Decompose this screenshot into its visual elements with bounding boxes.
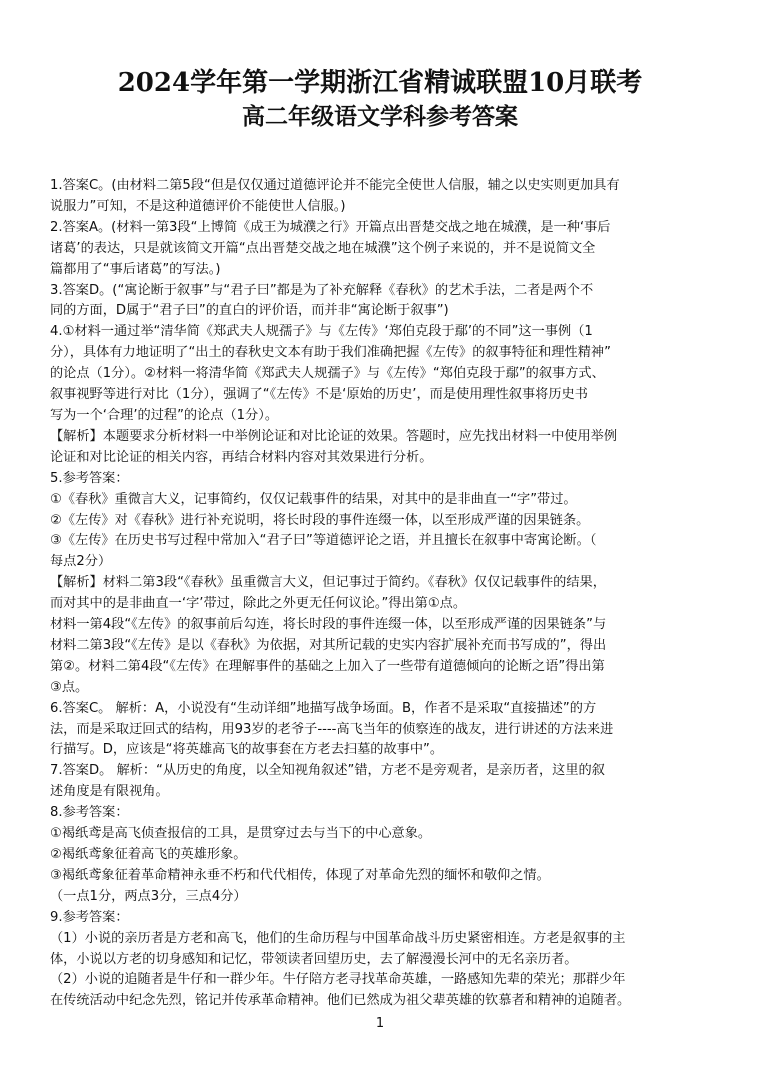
text-line: ②《左传》对《春秋》进行补充说明，将长时段的事件连缀一体，以至形成严谨的因果链条。 (50, 512, 590, 528)
text-line: 【解析】本题要求分析材料一中举例论证和对比论证的效果。答题时，应先找出材料一中使用举例 (50, 428, 618, 444)
text-line: 体，小说以方老的切身感知和记忆，带领读者回望历史，去了解漫漫长河中的无名亲历者。 (50, 951, 578, 967)
document-title: 2024学年第一学期浙江省精诚联盟10月联考 (117, 68, 643, 98)
text-line: （1）小说的亲历者是方老和高飞，他们的生命历程与中国革命战斗历史紧密相连。方老是叙事的主 (50, 930, 626, 946)
text-line: 行描写。D，应该是“将英雄高飞的故事套在方老去扫墓的故事中”。 (50, 742, 444, 758)
text-line: 材料二第3段“《左传》是以《春秋》为依据，对其所记载的史实内容扩展补充而书写成的”，得出 (50, 637, 607, 653)
text-line: 2.答案A。(材料一第3段“上博简《成王为城濮之行》开篇点出晋楚交战之地在城濮，是一种‘事后 (50, 219, 611, 235)
text-line: 说服力”可知，不是这种道德评价不能使世人信服。) (50, 198, 346, 214)
text-line: 篇都用了“事后诸葛”的写法。) (50, 261, 221, 277)
text-line: 5.参考答案： (50, 470, 129, 486)
text-line: 而对其中的是非曲直一‘字’带过，除此之外更无任何议论。”得出第①点。 (50, 596, 467, 612)
text-line: ①《春秋》重微言大义，记事简约，仅仅记载事件的结果，对其中的是非曲直一“字”带过。 (50, 491, 577, 507)
text-line: 8.参考答案： (50, 805, 129, 821)
text-line: 3.答案D。(“寓论断于叙事”与“君子曰”都是为了补充解释《春秋》的艺术手法，二者是两个不 (50, 282, 594, 298)
text-line: ①褐纸鸢是高飞侦查报信的工具，是贯穿过去与当下的中心意象。 (50, 826, 432, 842)
text-line: 分），具体有力地证明了“出土的春秋史文本有助于我们准确把握《左传》的叙事特征和理性精神” (50, 345, 611, 361)
text-line: （一点1分，两点3分，三点4分） (50, 888, 247, 904)
text-line: 在传统活动中纪念先烈，铭记并传承革命精神。他们已然成为祖父辈英雄的钦慕者和精神的追随者。 (50, 993, 631, 1009)
text-line: ②褐纸鸢象征着高飞的英雄形象。 (50, 847, 247, 862)
text-line: 材料一第4段“《左传》的叙事前后勾连，将长时段的事件连缀一体，以至形成严谨的因果链条”与 (50, 617, 607, 633)
text-line: 写为一个‘合理’的过程”的论点（1分）。 (50, 407, 279, 423)
text-line: （2）小说的追随者是牛仔和一群少年。牛仔陪方老寻找革命英雄，一路感知先辈的荣光；那群少年 (50, 972, 626, 988)
text-line: 6.答案C。 解析：A，小说没有“生动详细”地描写战争场面。B，作者不是采取“直接描述”的方 (50, 700, 597, 716)
text-line: ③《左传》在历史书写过程中常加入“君子曰”等道德评论之语，并且擅长在叙事中寄寓论断。（ (50, 533, 597, 549)
text-line: 每点2分） (50, 554, 112, 570)
text-line: 的论点（1分）。②材料一将清华简《郑武夫人规孺子》与《左传》“郑伯克段于鄢”的叙事方式、 (50, 366, 605, 382)
text-line: ③褐纸鸢象征着革命精神永垂不朽和代代相传，体现了对革命先烈的缅怀和敬仰之情。 (50, 867, 550, 883)
page-number: 1 (375, 1016, 385, 1031)
text-line: 4.①材料一通过举“清华简《郑武夫人规孺子》与《左传》‘郑伯克段于鄢’的不同”这一事例（1 (50, 324, 593, 340)
text-line: 第②。材料二第4段“《左传》在理解事件的基础之上加入了一些带有道德倾向的论断之语”得出第 (50, 658, 605, 674)
text-line: 叙事视野等进行对比（1分），强调了“《左传》不是‘原始的历史’，而是使用理性叙事将历史书 (50, 387, 588, 403)
text-line: 论证和对比论证的相关内容，再结合材料内容对其效果进行分析。 (50, 449, 433, 465)
answer-content (50, 176, 714, 1012)
text-line: 法，而是采取迂回式的结构，用93岁的老爷子----高飞当年的侦察连的战友，进行讲述的方法来进 (50, 721, 614, 737)
text-line: 【解析】材料二第3段“《春秋》虽重微言大义，但记事过于简约。《春秋》仅仅记载事件的结果， (50, 575, 606, 591)
text-line: 1.答案C。(由材料二第5段“但是仅仅通过道德评论并不能完全使世人信服，辅之以史实则更加具有 (50, 178, 620, 193)
text-line: 同的方面，D属于“君子曰”的直白的评价语，而并非“寓论断于叙事”) (50, 303, 449, 319)
text-line: ③点。 (50, 679, 89, 695)
text-line: 述角度是有限视角。 (50, 784, 169, 800)
text-line: 诸葛’的表达，只是就该简文开篇“点出晋楚交战之地在城濮”这个例子来说的，并不是说简文全 (50, 240, 596, 256)
text-line: 7.答案D。 解析：“从历史的角度，以全知视角叙述”错，方老不是旁观者，是亲历者，这里的叙 (50, 763, 605, 779)
text-line: 9.参考答案： (50, 909, 129, 925)
document-subtitle: 高二年级语文学科参考答案 (242, 103, 518, 130)
